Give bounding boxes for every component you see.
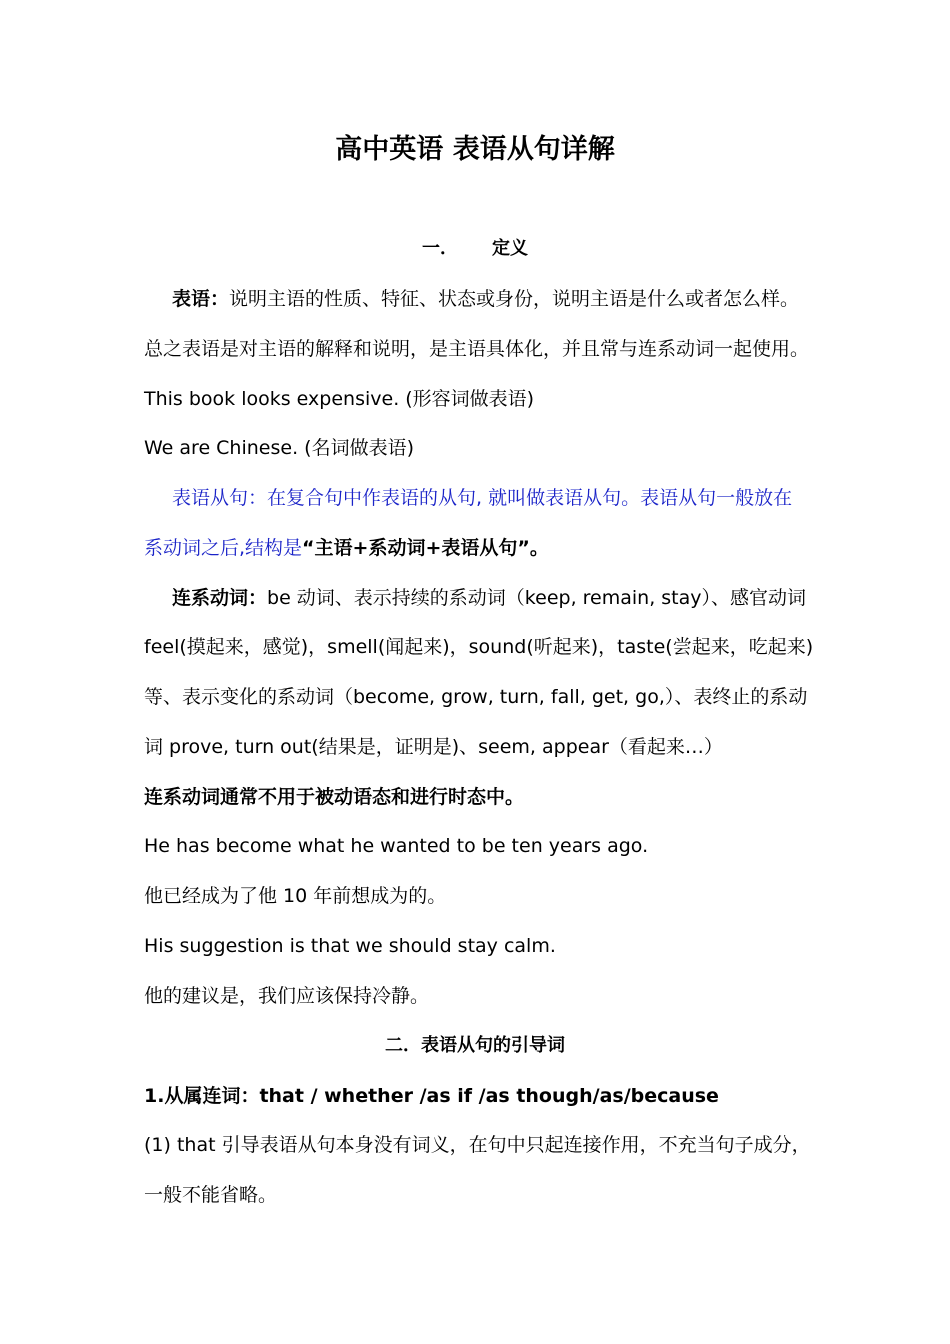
definition-text: 说明主语的性质、特征、状态或身份，说明主语是什么或者怎么样。 <box>229 288 800 310</box>
definition-paragraph-line-1 <box>144 284 834 314</box>
section-label: 定义 <box>492 238 528 259</box>
example-line: We are Chinese. (名词做表语) <box>144 437 414 459</box>
clause-structure: “主语+系动词+表语从句”。 <box>302 537 549 559</box>
clause-definition-line-1: 表语从句：在复合句中作表语的从句, 就叫做表语从句。表语从句一般放在 <box>172 487 793 509</box>
linking-verbs-line-3: 等、表示变化的系动词（become, grow, turn, fall, get, go,）、表终止的系动 <box>144 686 808 708</box>
section-heading-definition <box>0 234 950 264</box>
linking-verbs-term: 连系动词： <box>172 587 268 609</box>
linking-verbs-text: be 动词、表示持续的系动词（keep, remain, stay）、感官动词 <box>267 587 807 609</box>
definition-paragraph-line-2: 总之表语是对主语的解释和说明，是主语具体化，并且常与连系动词一起使用。 <box>144 338 810 360</box>
example-line: This book looks expensive. (形容词做表语) <box>144 388 535 410</box>
example-line: He has become what he wanted to be ten years ago. <box>144 835 649 857</box>
example-translation: 他已经成为了他 10 年前想成为的。 <box>144 885 447 907</box>
linking-verbs-line-1 <box>144 583 834 613</box>
linking-verbs-line-2: feel(摸起来，感觉)，smell(闻起来)，sound(听起来)，taste(尝起来，吃起来) <box>144 636 814 658</box>
point-line-2: 一般不能省略。 <box>144 1184 278 1206</box>
clause-definition-text: 系动词之后,结构是 <box>144 537 303 559</box>
definition-term: 表语： <box>172 288 230 310</box>
section-number: 一． <box>422 238 458 259</box>
subsection-heading: 1.从属连词：that / whether /as if /as though/as/because <box>144 1085 719 1107</box>
section-heading-introducers: 二．表语从句的引导词 <box>385 1035 565 1056</box>
example-translation: 他的建议是，我们应该保持冷静。 <box>144 985 430 1007</box>
point-line-1: (1) that 引导表语从句本身没有词义，在句中只起连接作用，不充当句子成分， <box>144 1134 811 1156</box>
example-line: His suggestion is that we should stay calm. <box>144 935 556 957</box>
linking-verbs-line-4: 词 prove, turn out(结果是，证明是)、seem, appear（看起来…） <box>144 736 723 758</box>
note-line: 连系动词通常不用于被动语态和进行时态中。 <box>144 786 525 808</box>
clause-definition-line-2 <box>144 533 834 563</box>
document-title: 高中英语 表语从句详解 <box>335 134 615 165</box>
